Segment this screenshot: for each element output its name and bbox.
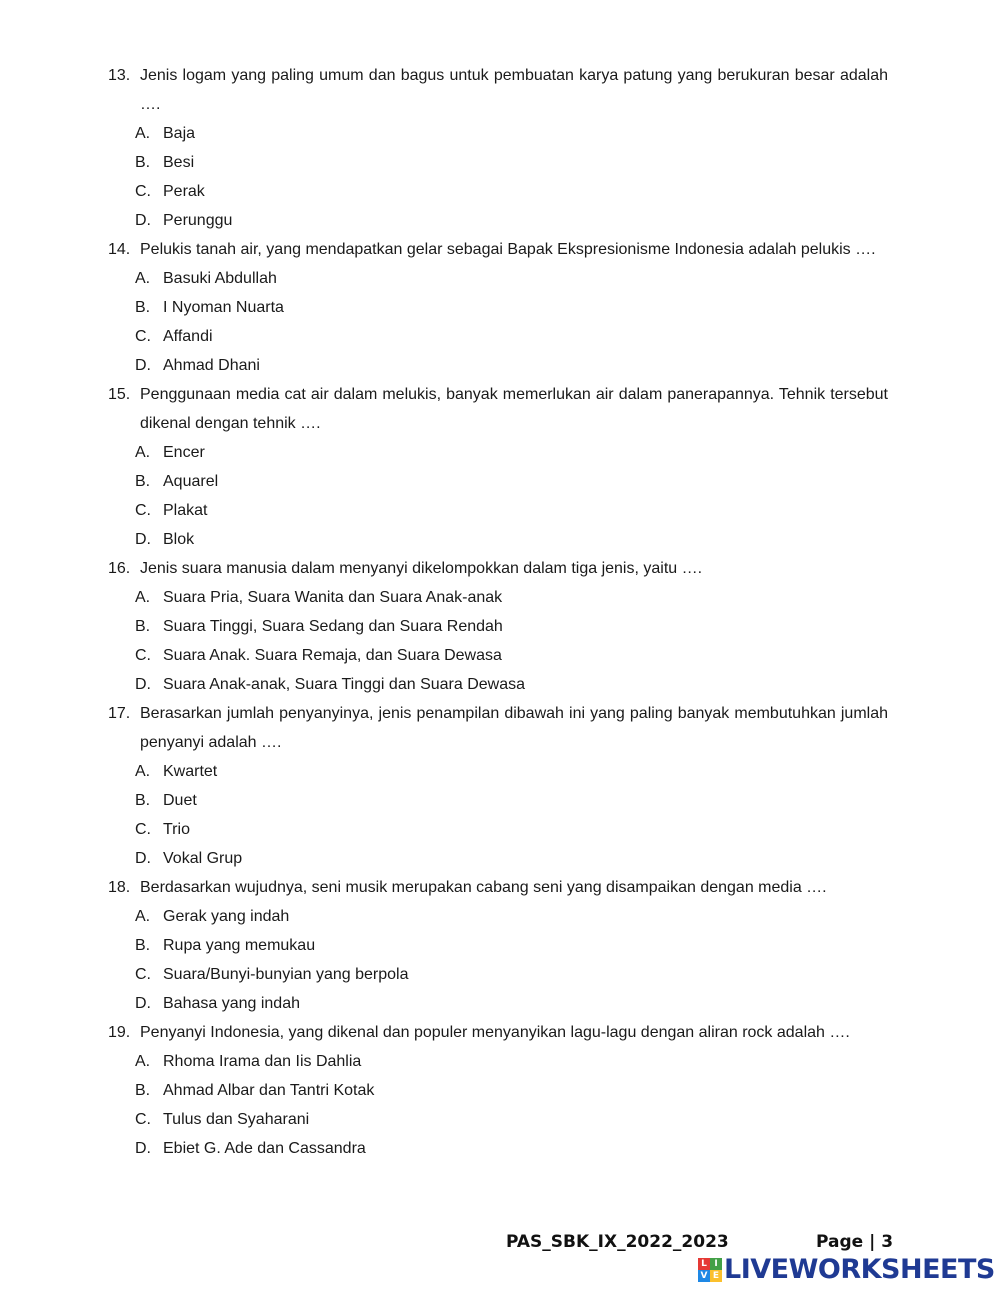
footer-exam-code: PAS_SBK_IX_2022_2023 — [506, 1232, 729, 1252]
option-text: Besi — [163, 154, 195, 171]
option-text: Ahmad Albar dan Tantri Kotak — [163, 1082, 375, 1099]
option-letter: D. — [135, 850, 151, 867]
question-item — [108, 554, 888, 699]
answer-option — [108, 844, 888, 873]
answer-option — [108, 525, 888, 554]
option-text: Rhoma Irama dan Iis Dahlia — [163, 1053, 362, 1070]
option-letter: D. — [135, 995, 151, 1012]
option-letter: C. — [135, 966, 151, 983]
answer-option — [108, 989, 888, 1018]
option-text: Ahmad Dhani — [163, 357, 260, 374]
answer-options — [108, 1047, 888, 1163]
option-text: Ebiet G. Ade dan Cassandra — [163, 1140, 366, 1157]
answer-option — [108, 322, 888, 351]
option-letter: D. — [135, 357, 151, 374]
answer-option — [108, 293, 888, 322]
option-text: Duet — [163, 792, 197, 809]
option-letter: D. — [135, 676, 151, 693]
option-letter: B. — [135, 618, 151, 635]
question-text: Berdasarkan wujudnya, seni musik merupakan cabang seni yang disampaikan dengan media …. — [140, 879, 827, 896]
answer-option — [108, 786, 888, 815]
answer-option — [108, 351, 888, 380]
option-text: I Nyoman Nuarta — [163, 299, 284, 316]
answer-option — [108, 641, 888, 670]
option-text: Suara Tinggi, Suara Sedang dan Suara Rendah — [163, 618, 503, 635]
question-number: 19. — [108, 1024, 131, 1041]
option-letter: A. — [135, 763, 151, 780]
answer-option — [108, 1105, 888, 1134]
question-text: Berasarkan jumlah penyanyinya, jenis penampilan dibawah ini yang paling banyak membutuhkan jumlah penyanyi adalah …. — [140, 705, 888, 751]
option-text: Suara/Bunyi-bunyian yang berpola — [163, 966, 409, 983]
liveworksheets-logo — [698, 1255, 995, 1285]
option-letter: A. — [135, 1053, 151, 1070]
option-letter: C. — [135, 647, 151, 664]
option-text: Suara Pria, Suara Wanita dan Suara Anak-anak — [163, 589, 503, 606]
answer-option — [108, 583, 888, 612]
option-letter: D. — [135, 1140, 151, 1157]
option-letter: B. — [135, 792, 151, 809]
question-number: 16. — [108, 560, 131, 577]
option-text: Vokal Grup — [163, 850, 243, 867]
answer-options — [108, 583, 888, 699]
answer-option — [108, 960, 888, 989]
option-letter: B. — [135, 299, 151, 316]
answer-options — [108, 902, 888, 1018]
option-text: Tulus dan Syaharani — [163, 1111, 310, 1128]
option-letter: B. — [135, 154, 151, 171]
answer-option — [108, 757, 888, 786]
option-text: Plakat — [163, 502, 208, 519]
question-item — [108, 61, 888, 235]
question-stem — [108, 873, 888, 902]
option-text: Suara Anak. Suara Remaja, dan Suara Dewasa — [163, 647, 502, 664]
option-text: Affandi — [163, 328, 213, 345]
answer-options — [108, 119, 888, 235]
question-item — [108, 1018, 888, 1163]
option-letter: B. — [135, 473, 151, 490]
question-stem — [108, 1018, 888, 1047]
option-text: Aquarel — [163, 473, 219, 490]
option-text: Blok — [163, 531, 195, 548]
option-text: Rupa yang memukau — [163, 937, 316, 954]
logo-letter-l: L — [698, 1258, 710, 1270]
answer-option — [108, 931, 888, 960]
question-item — [108, 380, 888, 554]
answer-option — [108, 119, 888, 148]
question-stem — [108, 554, 888, 583]
answer-option — [108, 1134, 888, 1163]
question-text: Jenis logam yang paling umum dan bagus untuk pembuatan karya patung yang berukuran besar adalah …. — [140, 67, 888, 113]
answer-option — [108, 1076, 888, 1105]
answer-option — [108, 612, 888, 641]
option-letter: A. — [135, 444, 151, 461]
answer-option — [108, 177, 888, 206]
answer-option — [108, 264, 888, 293]
question-text: Penyanyi Indonesia, yang dikenal dan populer menyanyikan lagu-lagu dengan aliran rock adalah …. — [140, 1024, 850, 1041]
question-item — [108, 699, 888, 873]
option-letter: B. — [135, 1082, 151, 1099]
answer-option — [108, 815, 888, 844]
logo-letter-e: E — [710, 1270, 722, 1282]
option-letter: C. — [135, 821, 151, 838]
question-number: 15. — [108, 386, 131, 403]
question-stem — [108, 699, 888, 757]
option-text: Trio — [163, 821, 190, 838]
option-letter: B. — [135, 937, 151, 954]
question-text: Pelukis tanah air, yang mendapatkan gelar sebagai Bapak Ekspresionisme Indonesia adalah pelukis …. — [140, 241, 876, 258]
option-text: Perunggu — [163, 212, 233, 229]
answer-option — [108, 206, 888, 235]
answer-options — [108, 757, 888, 873]
liveworksheets-icon — [698, 1258, 722, 1282]
question-number: 14. — [108, 241, 131, 258]
option-text: Suara Anak-anak, Suara Tinggi dan Suara Dewasa — [163, 676, 526, 693]
option-text: Perak — [163, 183, 205, 200]
option-text: Gerak yang indah — [163, 908, 290, 925]
liveworksheets-wordmark: LIVEWORKSHEETS — [724, 1254, 995, 1285]
option-text: Basuki Abdullah — [163, 270, 277, 287]
logo-letter-i: I — [710, 1258, 722, 1270]
question-number: 13. — [108, 67, 131, 84]
answer-option — [108, 902, 888, 931]
option-text: Encer — [163, 444, 205, 461]
footer-page-number: Page | 3 — [816, 1232, 894, 1252]
option-letter: A. — [135, 589, 151, 606]
question-stem — [108, 380, 888, 438]
option-letter: D. — [135, 212, 151, 229]
question-item — [108, 873, 888, 1018]
option-letter: C. — [135, 502, 151, 519]
answer-options — [108, 264, 888, 380]
answer-option — [108, 148, 888, 177]
question-number: 18. — [108, 879, 131, 896]
question-stem — [108, 61, 888, 119]
answer-option — [108, 670, 888, 699]
answer-option — [108, 1047, 888, 1076]
option-letter: A. — [135, 908, 151, 925]
question-text: Penggunaan media cat air dalam melukis, banyak memerlukan air dalam panerapannya. Tehnik tersebut dikenal dengan tehnik …. — [140, 386, 888, 432]
answer-option — [108, 496, 888, 525]
option-text: Kwartet — [163, 763, 218, 780]
option-text: Baja — [163, 125, 196, 142]
question-item — [108, 235, 888, 380]
logo-letter-v: V — [698, 1270, 710, 1282]
option-text: Bahasa yang indah — [163, 995, 300, 1012]
option-letter: C. — [135, 183, 151, 200]
question-stem — [108, 235, 888, 264]
option-letter: A. — [135, 270, 151, 287]
option-letter: A. — [135, 125, 151, 142]
option-letter: C. — [135, 328, 151, 345]
question-list — [108, 61, 888, 1163]
answer-option — [108, 438, 888, 467]
option-letter: C. — [135, 1111, 151, 1128]
question-number: 17. — [108, 705, 131, 722]
option-letter: D. — [135, 531, 151, 548]
answer-options — [108, 438, 888, 554]
question-text: Jenis suara manusia dalam menyanyi dikelompokkan dalam tiga jenis, yaitu …. — [140, 560, 703, 577]
answer-option — [108, 467, 888, 496]
